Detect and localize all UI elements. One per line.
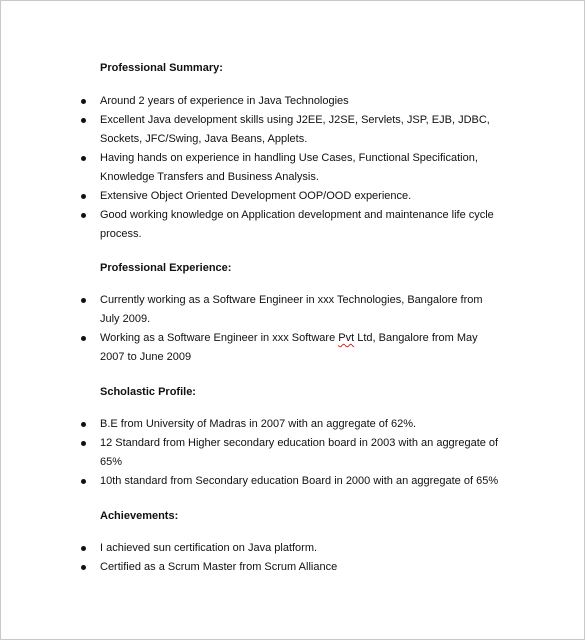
- list-item: [1, 558, 500, 577]
- bullet-icon: [81, 118, 86, 123]
- list-item-text: Excellent Java development skills using J2EE, J2SE, Servlets, JSP, EJB, JDBC, Sockets, JFC/Swing, Java Beans, Applets.: [100, 114, 490, 145]
- bullet-icon: [81, 422, 86, 427]
- list-item: [1, 92, 500, 111]
- list-item-text: I achieved sun certification on Java platform.: [100, 542, 318, 554]
- list-item: [1, 329, 500, 367]
- list-item-text: B.E from University of Madras in 2007 with an aggregate of 62%.: [100, 418, 417, 430]
- list-item-text: Extensive Object Oriented Development OOP/OOD experience.: [100, 190, 412, 202]
- list-item-text-start: Working as a Software Engineer in xxx Software: [100, 332, 339, 344]
- bullet-icon: [81, 441, 86, 446]
- list-item: [1, 291, 500, 329]
- list-item-text: Around 2 years of experience in Java Technologies: [100, 95, 349, 107]
- bullet-icon: [81, 298, 86, 303]
- list-item-text-end: Ltd, Bangalore from May 2007 to June 2009: [100, 332, 478, 363]
- professional-summary-list: [1, 92, 584, 244]
- list-item: [1, 472, 500, 491]
- bullet-icon: [81, 156, 86, 161]
- bullet-icon: [81, 546, 86, 551]
- professional-experience-list: [1, 291, 584, 367]
- scholastic-profile-list: [1, 415, 584, 491]
- achievements-list: [1, 539, 584, 577]
- professional-experience-heading: Professional Experience:: [100, 262, 232, 274]
- bullet-icon: [81, 194, 86, 199]
- list-item-text: Good working knowledge on Application development and maintenance life cycle process.: [100, 209, 494, 240]
- bullet-icon: [81, 479, 86, 484]
- list-item: [1, 187, 500, 206]
- list-item-text: [100, 332, 478, 363]
- spelling-marked-word: Pvt: [338, 332, 355, 344]
- bullet-icon: [81, 99, 86, 104]
- list-item-text: Certified as a Scrum Master from Scrum Alliance: [100, 561, 338, 573]
- bullet-icon: [81, 213, 86, 218]
- scholastic-profile-heading: Scholastic Profile:: [100, 386, 196, 398]
- list-item: [1, 539, 500, 558]
- list-item-text: 10th standard from Secondary education Board in 2000 with an aggregate of 65%: [100, 475, 499, 487]
- list-item-text: 12 Standard from Higher secondary education board in 2003 with an aggregate of 65%: [100, 437, 499, 468]
- list-item: [1, 149, 500, 187]
- bullet-icon: [81, 336, 86, 341]
- list-item-text: Having hands on experience in handling Use Cases, Functional Specification, Knowledge Transfers and Business Analysis.: [100, 152, 478, 183]
- achievements-heading: Achievements:: [100, 510, 179, 522]
- list-item-text: Currently working as a Software Engineer in xxx Technologies, Bangalore from July 2009.: [100, 294, 483, 325]
- bullet-icon: [81, 565, 86, 570]
- list-item: [1, 206, 500, 244]
- professional-summary-heading: Professional Summary:: [100, 62, 223, 74]
- list-item: [1, 415, 500, 434]
- list-item: [1, 111, 500, 149]
- list-item: [1, 434, 500, 472]
